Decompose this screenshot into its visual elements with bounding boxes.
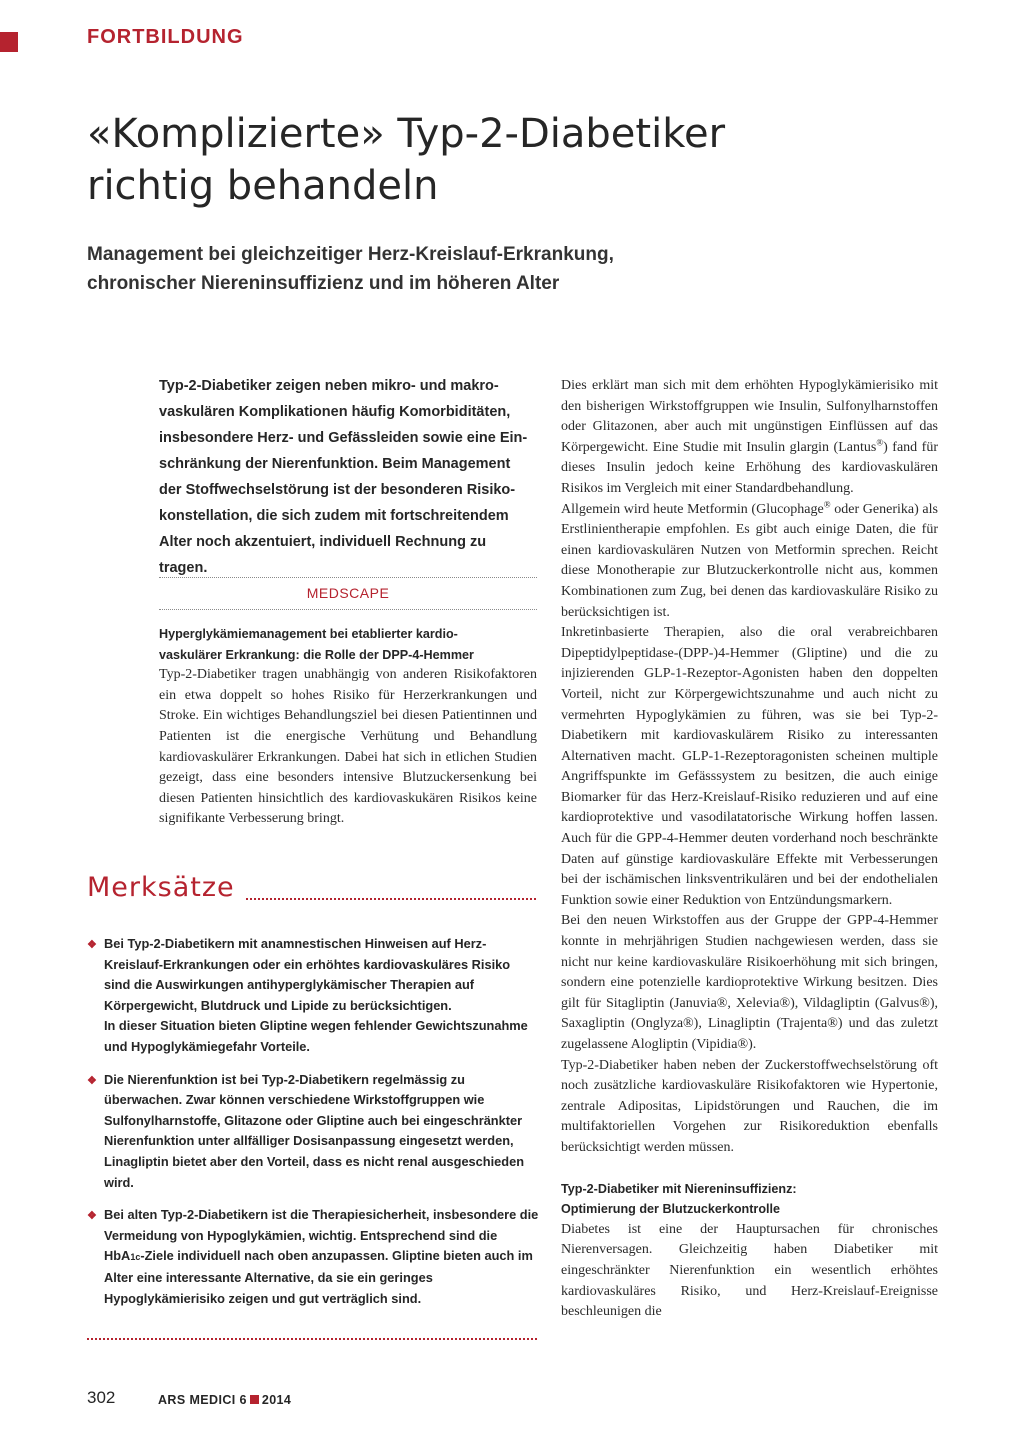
key-point: ❖ Bei Typ-2-Diabetikern mit anamnestischen Hinweisen auf Herz-Kreislauf-Erkrankungen oder ein erhöhtes kardiovaskuläres Risiko sind die Auswirkungen antihyperglykämischer Therapien auf Körpergewicht, Blutdruck und Lipide zu berücksichtigen. In dieser Situation bieten Gliptine wegen fehlender Gewichtszunahme und Hypoglykämiegefahr Vorteile. — [87, 936, 528, 1054]
source-label: MEDSCAPE — [306, 585, 390, 601]
paragraph: Allgemein wird heute Metformin (Glucophage® oder Generika) als Erstlinientherapie empfohlen. Es gibt auch einige Daten, die für einen kardiovaskulären Nutzen von Metformin sprechen. Reicht diese Monotherapie zur Blutzuckerkontrolle nicht aus, kommen Kombinationen zum Zug, bei denen das kardiovaskuläre Risiko zu berücksichtigen ist. — [561, 498, 938, 620]
section-1-body: Typ-2-Diabetiker tragen unabhängig von anderen Risikofaktoren ein etwa doppelt so hohes Risiko für Herzerkrankungen und Stroke. Ein wichtiges Behandlungsziel bei diesen Patientinnen und Patienten ist die energische Verhütung und Behandlung kardiovaskulärer Erkrankungen. Dabei hat sich in etlichen Studien gezeigt, dass eine besonders intensive Blutzuckersenkung bei diesen Patienten hinsichtlich des kardiovaskukären Risikos keine signifikante Verbesserung bringt. — [159, 667, 537, 827]
divider-top — [159, 577, 537, 578]
key-point: ❖ Die Nierenfunktion ist bei Typ-2-Diabetikern regelmässig zu überwachen. Zwar können verschiedene Wirkstoffgruppen wie Sulfonylharnstoffe, Glitazone oder Gliptine auch bei eingeschränkter Nierenfunktion unter allfälliger Dosisanpassung eingesetzt werden, Linagliptin bietet aber den Vorteil, dass es nicht renal ausgeschieden wird. — [87, 1071, 525, 1190]
hba1c-subscript: 1c — [130, 1252, 141, 1263]
lead-line: konstellation, die sich zudem mit fortschreitendem — [159, 508, 509, 524]
title-line-2: richtig behandeln — [87, 163, 439, 209]
diamond-bullet-icon: ❖ — [87, 939, 97, 951]
section-label: FORTBILDUNG — [87, 26, 244, 48]
article-subtitle — [87, 240, 947, 298]
section-2-body: Diabetes ist eine der Hauptursachen für chronisches Nierenversagen. Gleichzeitig haben Diabetiker mit eingeschränkter Nierenfunktion ein wesentlich erhöhtes kardiovaskuläres Risiko, und Herz-Kreislauf-Ereignisse beschleunigen die — [561, 1221, 938, 1320]
diamond-bullet-icon: ❖ — [87, 1210, 97, 1223]
lead-line: der Stoffwechselstörung ist der besonderen Risiko- — [159, 482, 516, 498]
subtitle-line-2: chronischer Niereninsuffizienz und im höheren Alter — [87, 273, 560, 294]
lead-line: schränkung der Nierenfunktion. Beim Management — [159, 456, 511, 472]
diamond-bullet-icon: ❖ — [87, 1074, 97, 1087]
divider-bottom — [159, 609, 537, 610]
lead-line: Typ-2-Diabetiker zeigen neben mikro- und makro- — [159, 378, 499, 394]
key-point: ❖ Bei alten Typ-2-Diabetikern ist die Therapiesicherheit, insbesondere die Vermeidung von Hypoglykämien, wichtig. Entsprechend sind die HbA1c-Ziele individuell nach oben anzupassen. Gliptine bieten auch im Alter eine interessante Alternative, da sie ein geringes Hypoglykämierisiko zeigen und gut verträglich sind. — [87, 1207, 539, 1306]
paragraph: Typ-2-Diabetiker haben neben der Zuckerstoffwechselstörung oft noch zusätzliche kardiovaskuläre Risikofaktoren wie Hypertonie, zentrale Adipositas, Lipidstörungen und Rauchen, die im multifaktoriellen Vorgehen zur Risikoreduktion ebenfalls berücksichtigt werden müssen. — [561, 1057, 938, 1155]
paragraph: Dies erklärt man sich mit dem erhöhten Hypoglykämierisiko mit den bisherigen Wirkstoffgruppen wie Insulin, Sulfonylharnstoffen oder Glitazonen, aber auch mit ungünstigen Einflüssen auf das Körpergewicht. Eine Studie mit Insulin glargin (Lantus®) fand für dieses Insulin jedoch keine Erhöhung des kardiovaskulären Risikos im Vergleich mit einer Standardbehandlung. — [561, 378, 938, 496]
lead-line: Alter noch akzentuiert, individuell Rechnung zu tragen. — [159, 534, 487, 576]
key-points-list — [87, 934, 539, 1321]
journal-year: 2014 — [261, 1393, 292, 1407]
paragraph: Inkretinbasierte Therapien, also die oral verabreichbaren Dipeptidylpeptidase-(DPP-)4-Hemmer (Gliptine) und die zu injizierenden GLP-1-Rezeptor-Agonisten haben den doppelten Vorteil, nicht zur Körpergewichtszunahme und auch nicht zu vermehrten Hypoglykämien zu führen, was sie bei Typ-2-Diabetikern mit kardiovaskulärem Risiko zu interessanten Alternativen macht. GLP-1-Rezeptoragonisten scheinen multiple Angriffspunkte im Gefässsystem zu besitzen, die auch einige Biomarker für das Herz-Kreislauf-Risiko reduzieren und auf eine kardioprotektive und vasodilatatorische Wirkung hoffen lassen. Auch für die GPP-4-Hemmer deuten vorderhand noch beschränkte Daten auf günstige kardiovaskuläre Effekte mit Verbesserungen bei der ischämischen linksventrikulären und bei der endothelialen Funktion sowie einer Reduktion von Entzündungsmarkern. — [561, 625, 938, 908]
page-number: 302 — [87, 1388, 116, 1407]
section-2-heading: Typ-2-Diabetiker mit Niereninsuffizienz: Optimierung der Blutzuckerkontrolle — [561, 1181, 797, 1217]
section-1-heading: Hyperglykämiemanagement bei etablierter kardio- vaskulärer Erkrankung: die Rolle der DPP-4-Hemmer — [159, 627, 474, 662]
separator-square-icon — [250, 1395, 259, 1404]
lead-paragraph — [159, 373, 537, 581]
section-1 — [159, 624, 537, 830]
right-column — [561, 376, 938, 1323]
journal-name: ARS MEDICI 6 — [158, 1393, 247, 1407]
lead-line: vaskulären Komplikationen häufig Komorbiditäten, — [159, 404, 511, 420]
key-points-title-dots — [246, 898, 536, 900]
lead-line: insbesondere Herz- und Gefässleiden sowie eine Ein- — [159, 430, 528, 446]
section-marker — [0, 32, 18, 52]
article-title — [87, 108, 947, 212]
title-line-1: «Komplizierte» Typ-2-Diabetiker — [87, 111, 726, 157]
key-points-end-dots — [87, 1338, 537, 1340]
key-points-title: Merksätze — [87, 872, 235, 903]
paragraph: Bei den neuen Wirkstoffen aus der Gruppe der GPP-4-Hemmer konnte in mehrjährigen Studien nachgewiesen werden, dass sie nicht nur keine kardiovaskuläre Risikoerhöhung mit sich bringen, sondern eine potenzielle kardioprotektive Wirkung besitzen. Dies gilt für Sitagliptin (Januvia®, Xelevia®), Vildagliptin (Galvus®), Saxagliptin (Onglyza®), Linagliptin (Trajenta®) und das zuletzt zugelassene Alogliptin (Vipidia®). — [561, 913, 938, 1052]
journal-info — [158, 1393, 291, 1407]
subtitle-line-1: Management bei gleichzeitiger Herz-Kreislauf-Erkrankung, — [87, 244, 614, 265]
